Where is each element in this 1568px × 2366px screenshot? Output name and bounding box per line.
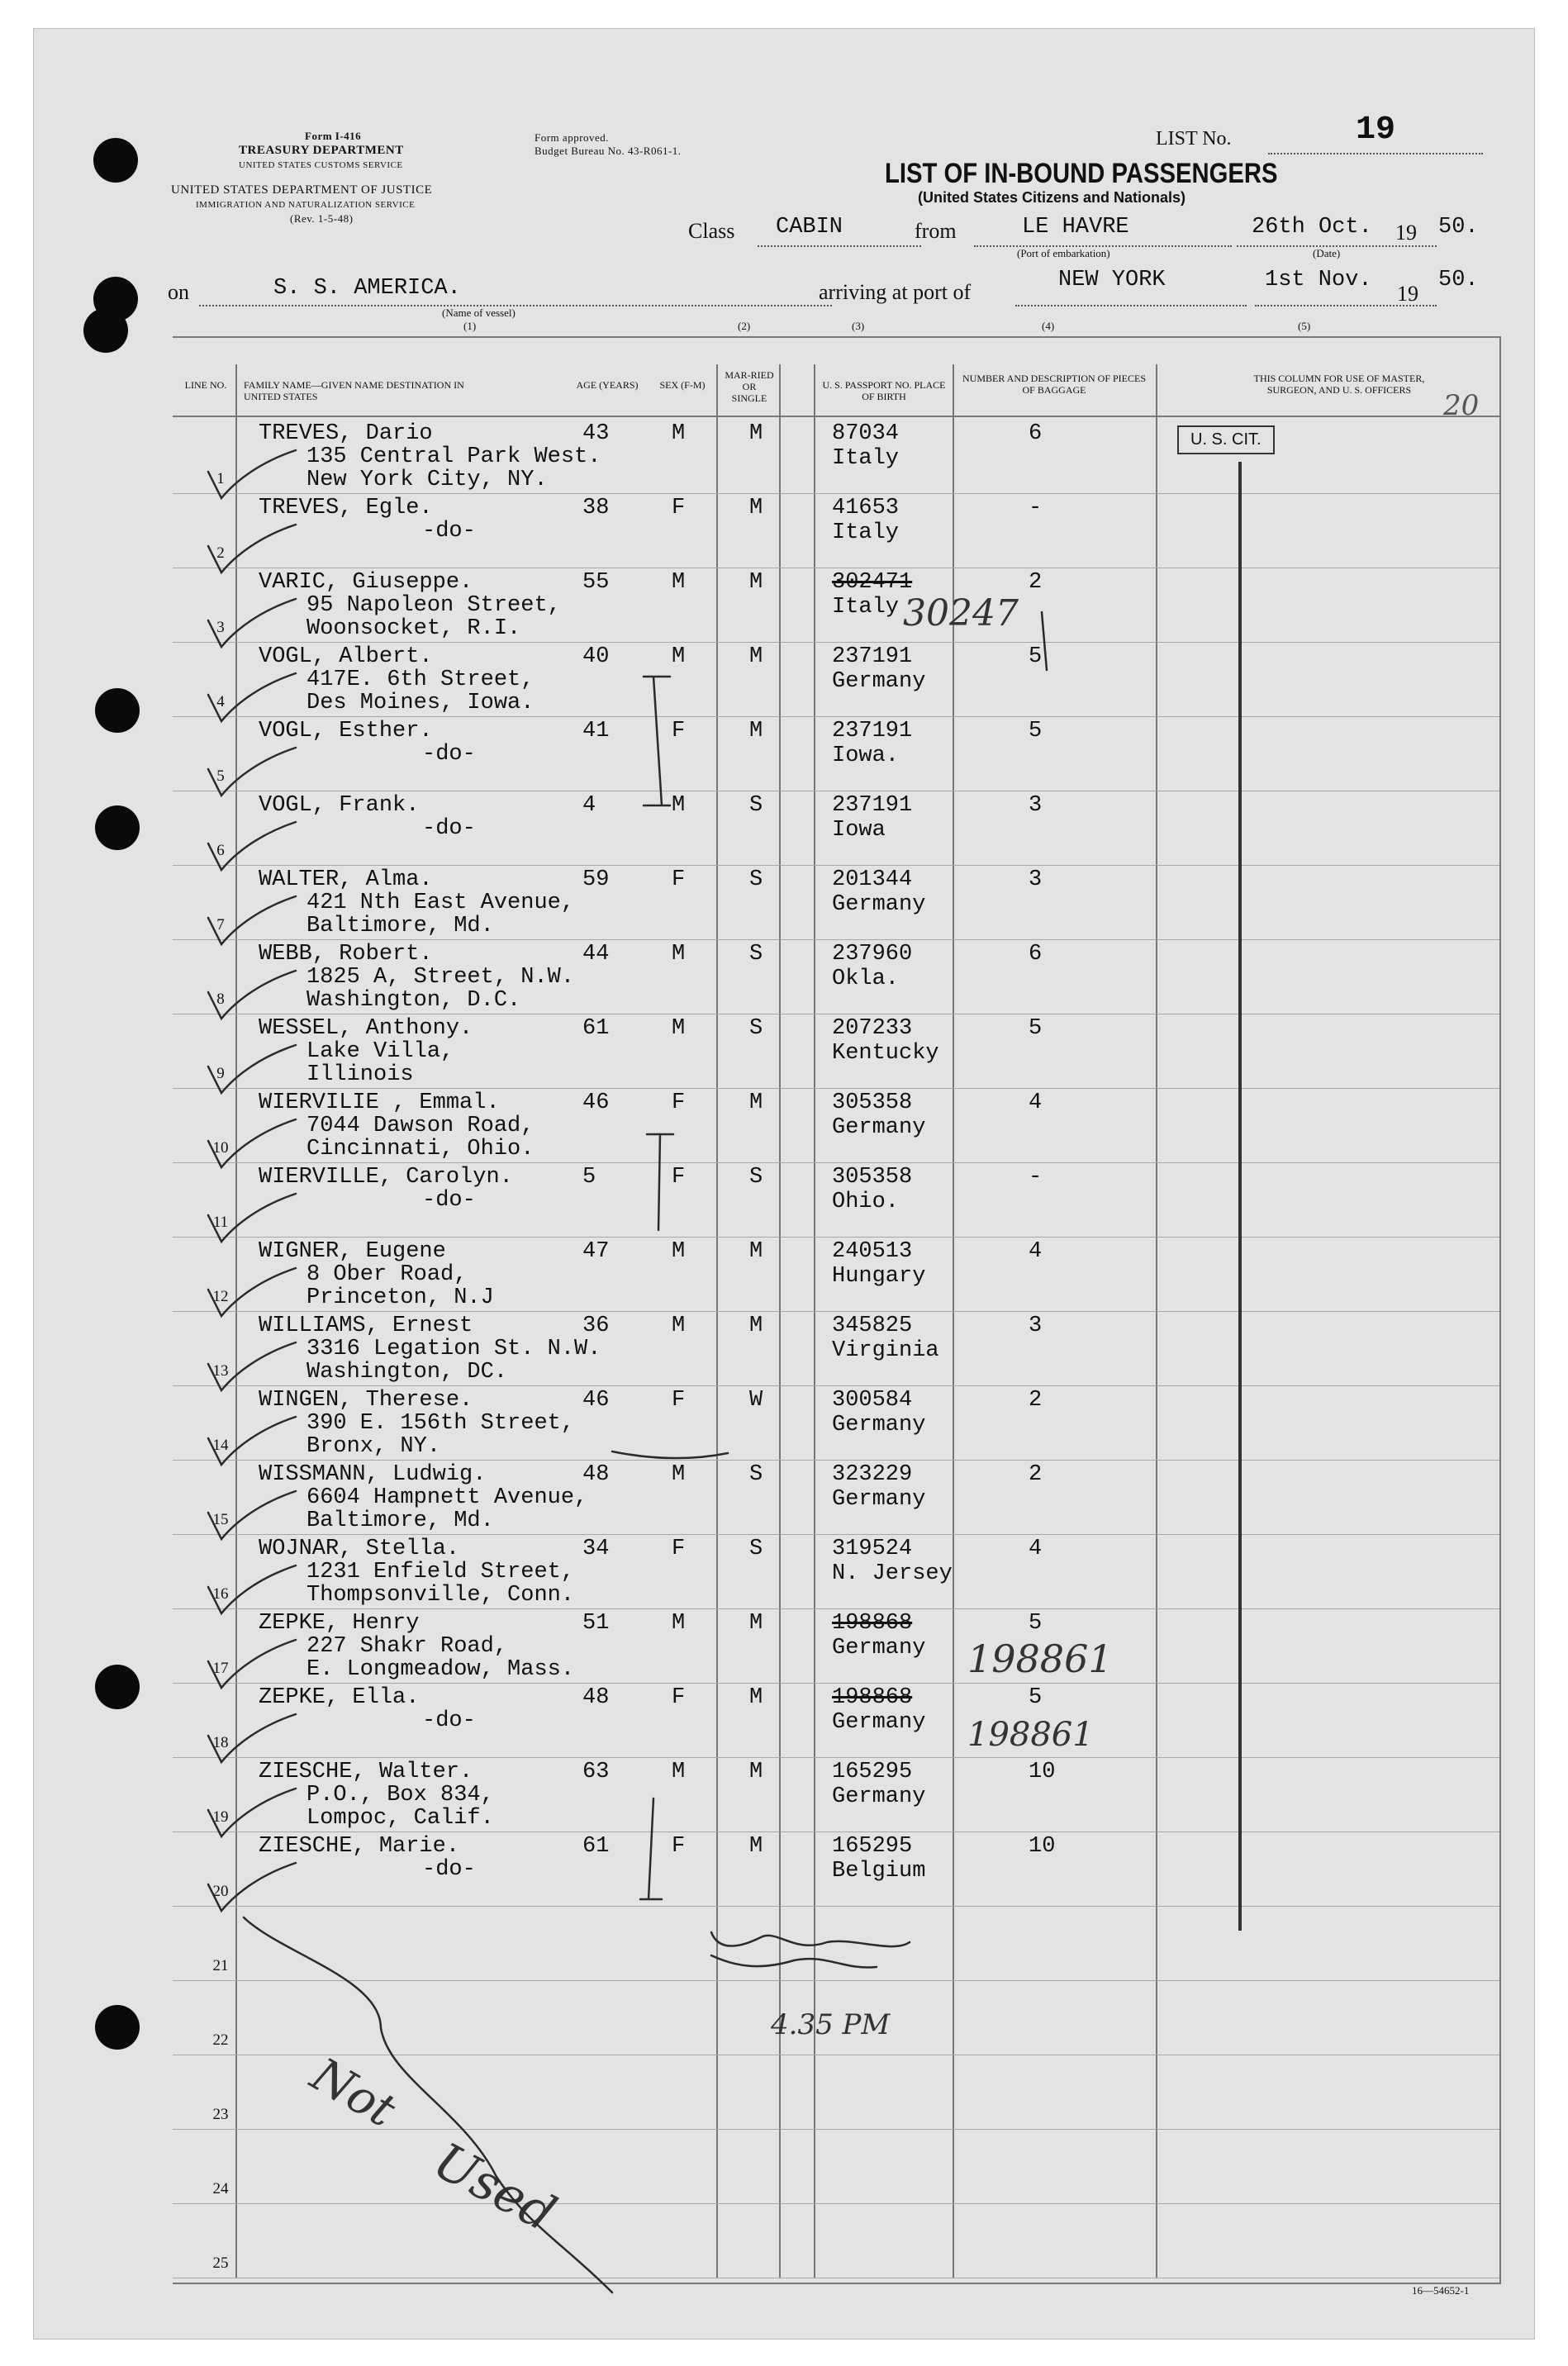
sex: M: [672, 1314, 686, 1338]
marital-status: W: [749, 1388, 763, 1413]
destination-line-1: Lake Villa,: [306, 1039, 454, 1064]
sex: M: [672, 1239, 686, 1264]
passenger-name: ZIESCHE, Walter.: [259, 1760, 473, 1784]
marital-status: M: [749, 496, 763, 520]
passenger-name: VOGL, Frank.: [259, 793, 420, 818]
destination-line-1: 227 Shakr Road,: [306, 1634, 508, 1659]
col-number-3: (3): [852, 320, 865, 332]
passenger-name: ZIESCHE, Marie.: [259, 1834, 460, 1859]
ins-service: IMMIGRATION AND NATURALIZATION SERVICE: [196, 200, 416, 210]
place-of-birth: Germany: [832, 1115, 926, 1140]
age: 48: [582, 1462, 610, 1487]
baggage-count: -: [1029, 1165, 1043, 1190]
treasury-department: TREASURY DEPARTMENT: [239, 144, 404, 157]
line-number: 20: [212, 1883, 229, 1900]
marital-status: S: [749, 1165, 763, 1190]
baggage-count: 10: [1029, 1760, 1056, 1784]
list-no-value: 19: [1356, 112, 1396, 149]
passport-number: 305358: [832, 1165, 913, 1190]
marital-status: M: [749, 644, 763, 669]
destination-line-1: 1231 Enfield Street,: [306, 1560, 575, 1584]
varic-passport-correction: 30247: [903, 592, 1019, 634]
place-of-birth: Germany: [832, 1784, 926, 1809]
passenger-name: VOGL, Esther.: [259, 719, 433, 744]
sex: M: [672, 1760, 686, 1784]
marital-status: S: [749, 1016, 763, 1041]
passport-number: 207233: [832, 1016, 913, 1041]
passenger-name: WISSMANN, Ludwig.: [259, 1462, 487, 1487]
passport-number: 165295: [832, 1760, 913, 1784]
line-number: 13: [212, 1362, 229, 1380]
age: 34: [582, 1537, 610, 1561]
destination-line-1: P.O., Box 834,: [306, 1783, 494, 1808]
marital-status: M: [749, 1685, 763, 1710]
list-no-label: LIST No.: [1156, 128, 1232, 150]
from-value: LE HAVRE: [1022, 215, 1129, 240]
depart-date: 26th Oct.: [1252, 215, 1372, 240]
line-number: 21: [212, 1957, 229, 1974]
class-label: Class: [688, 219, 735, 243]
passport-number: 41653: [832, 496, 900, 520]
baggage-count: -: [1029, 496, 1043, 520]
age: 36: [582, 1314, 610, 1338]
destination-line-2: New York City, NY.: [306, 468, 548, 492]
baggage-count: 3: [1029, 867, 1043, 892]
line-number: 23: [212, 2106, 229, 2123]
baggage-count: 4: [1029, 1239, 1043, 1264]
passenger-name: WOJNAR, Stella.: [259, 1537, 460, 1561]
place-of-birth: Italy: [832, 446, 900, 471]
place-of-birth: Italy: [832, 595, 900, 620]
vessel-name: S. S. AMERICA.: [273, 276, 461, 301]
line-number: 4: [216, 693, 225, 710]
marital-status: M: [749, 1314, 763, 1338]
col-header-sex: SEX (F-M): [659, 379, 706, 391]
destination-line-2: Baltimore, Md.: [306, 1508, 494, 1533]
class-value: CABIN: [776, 215, 843, 240]
destination-line-2: Woonsocket, R.I.: [306, 616, 521, 641]
baggage-count: 6: [1029, 421, 1043, 446]
age: 46: [582, 1388, 610, 1413]
passenger-name: ZEPKE, Ella.: [259, 1685, 420, 1710]
arrival-date: 1st Nov.: [1265, 268, 1372, 292]
zepke-passport-correction: 198861: [967, 1716, 1094, 1754]
destination-line-1: 421 Nth East Avenue,: [306, 891, 575, 915]
passenger-name: VOGL, Albert.: [259, 644, 433, 669]
line-number: 18: [212, 1734, 229, 1751]
line-number: 7: [216, 916, 225, 934]
marital-status: S: [749, 942, 763, 967]
footer-code: 16—54652-1: [1412, 2284, 1470, 2297]
passenger-name: WIGNER, Eugene: [259, 1239, 446, 1264]
sex: F: [672, 1165, 686, 1190]
place-of-birth: Germany: [832, 1413, 926, 1437]
place-of-birth: N. Jersey: [832, 1561, 953, 1586]
passenger-name: WIERVILLE, Carolyn.: [259, 1165, 513, 1190]
justice-department: UNITED STATES DEPARTMENT OF JUSTICE: [171, 183, 433, 197]
destination-line-1: -do-: [422, 1188, 476, 1213]
age: 46: [582, 1090, 610, 1115]
passenger-name: WESSEL, Anthony.: [259, 1016, 473, 1041]
sex: M: [672, 421, 686, 446]
page-title: LIST OF IN-BOUND PASSENGERS: [885, 158, 1278, 189]
arriving-label: arriving at port of: [819, 280, 972, 304]
passport-number: 323229: [832, 1462, 913, 1487]
date-caption: (Date): [1313, 247, 1341, 259]
line-number: 6: [216, 842, 225, 859]
baggage-count: 5: [1029, 1611, 1043, 1636]
destination-line-1: 417E. 6th Street,: [306, 668, 535, 692]
baggage-count: 2: [1029, 570, 1043, 595]
age: 61: [582, 1016, 610, 1041]
sex: M: [672, 1611, 686, 1636]
destination-line-1: -do-: [422, 742, 476, 767]
destination-line-1: -do-: [422, 1857, 476, 1882]
col-header-passport: U. S. PASSPORT NO. PLACE OF BIRTH: [822, 379, 946, 402]
marital-status: S: [749, 793, 763, 818]
destination-line-1: 95 Napoleon Street,: [306, 593, 561, 618]
marital-status: M: [749, 421, 763, 446]
line-number: 9: [216, 1065, 225, 1082]
passport-number: 198868: [832, 1685, 913, 1710]
passenger-name: TREVES, Egle.: [259, 496, 433, 520]
baggage-count: 3: [1029, 793, 1043, 818]
baggage-count: 5: [1029, 719, 1043, 744]
destination-line-2: Des Moines, Iowa.: [306, 691, 535, 715]
age: 55: [582, 570, 610, 595]
destination-line-2: Baltimore, Md.: [306, 914, 494, 938]
port-embark-caption: (Port of embarkation): [1017, 247, 1110, 259]
passport-number: 300584: [832, 1388, 913, 1413]
passport-number: 345825: [832, 1314, 913, 1338]
sex: F: [672, 867, 686, 892]
destination-line-1: 390 E. 156th Street,: [306, 1411, 575, 1436]
destination-line-1: -do-: [422, 816, 476, 841]
place-of-birth: Virginia: [832, 1338, 939, 1363]
destination-line-1: 7044 Dawson Road,: [306, 1114, 535, 1138]
col-header-line-no: LINE NO.: [184, 379, 227, 391]
col-number-5: (5): [1298, 320, 1311, 332]
destination-line-1: 1825 A, Street, N.W.: [306, 965, 575, 990]
destination-line-1: 135 Central Park West.: [306, 444, 601, 469]
passenger-name: WIERVILIE , Emmal.: [259, 1090, 500, 1115]
baggage-count: 5: [1029, 1016, 1043, 1041]
sex: M: [672, 644, 686, 669]
place-of-birth: Germany: [832, 1636, 926, 1660]
passenger-name: WALTER, Alma.: [259, 867, 433, 892]
on-label: on: [168, 280, 189, 304]
sex: M: [672, 1016, 686, 1041]
col-header-married: MAR-RIED OR SINGLE: [725, 369, 774, 404]
marital-status: M: [749, 1239, 763, 1264]
destination-line-2: Washington, DC.: [306, 1360, 508, 1385]
line-number: 10: [212, 1139, 229, 1157]
baggage-count: 4: [1029, 1090, 1043, 1115]
age: 40: [582, 644, 610, 669]
age: 38: [582, 496, 610, 520]
passport-number: 165295: [832, 1834, 913, 1859]
sex: F: [672, 1090, 686, 1115]
baggage-count: 10: [1029, 1834, 1056, 1859]
passenger-name: WILLIAMS, Ernest: [259, 1314, 473, 1338]
budget-bureau: Budget Bureau No. 43-R061-1.: [535, 145, 682, 157]
line-number: 15: [212, 1511, 229, 1528]
line-number: 16: [212, 1585, 229, 1603]
passport-number: 319524: [832, 1537, 913, 1561]
passport-number: 240513: [832, 1239, 913, 1264]
sex: M: [672, 793, 686, 818]
baggage-count: 6: [1029, 942, 1043, 967]
destination-line-2: Thompsonville, Conn.: [306, 1583, 575, 1608]
depart-year-prefix: 19: [1395, 221, 1417, 245]
sex: F: [672, 719, 686, 744]
col-number-2: (2): [738, 320, 751, 332]
us-cit-stamp: U. S. CIT.: [1177, 425, 1275, 454]
bottom-note-2: Used: [424, 2131, 565, 2244]
sex: M: [672, 942, 686, 967]
destination-line-2: Illinois: [306, 1062, 414, 1087]
place-of-birth: Ohio.: [832, 1190, 900, 1214]
passport-number: 237191: [832, 644, 913, 669]
line-number: 5: [216, 767, 225, 785]
destination-line-2: Washington, D.C.: [306, 988, 521, 1013]
place-of-birth: Belgium: [832, 1859, 926, 1884]
bottom-note-1: Not: [302, 2048, 405, 2138]
passport-number: 237960: [832, 942, 913, 967]
place-of-birth: Iowa: [832, 818, 886, 843]
sex: F: [672, 1685, 686, 1710]
page-subtitle: (United States Citizens and Nationals): [918, 189, 1186, 206]
baggage-count: 5: [1029, 644, 1043, 669]
passport-number: 201344: [832, 867, 913, 892]
passport-number: 87034: [832, 421, 900, 446]
passport-number: 237191: [832, 793, 913, 818]
place-of-birth: Italy: [832, 520, 900, 545]
age: 63: [582, 1760, 610, 1784]
line-number: 2: [216, 544, 225, 562]
customs-service: UNITED STATES CUSTOMS SERVICE: [239, 160, 403, 170]
sex: F: [672, 1834, 686, 1859]
age: 47: [582, 1239, 610, 1264]
destination-line-2: Bronx, NY.: [306, 1434, 441, 1459]
form-sheet: [33, 28, 1535, 2340]
passenger-name: VARIC, Giuseppe.: [259, 570, 473, 595]
baggage-count: 5: [1029, 1685, 1043, 1710]
age: 61: [582, 1834, 610, 1859]
age: 59: [582, 867, 610, 892]
destination-line-2: Lompoc, Calif.: [306, 1806, 494, 1831]
place-of-birth: Germany: [832, 669, 926, 694]
line-number: 1: [216, 470, 225, 487]
line-number: 25: [212, 2254, 229, 2272]
col-number-1: (1): [463, 320, 477, 332]
col-header-baggage: NUMBER AND DESCRIPTION OF PIECES OF BAGGAGE: [962, 373, 1147, 396]
destination-line-2: Cincinnati, Ohio.: [306, 1137, 535, 1162]
passport-number: 237191: [832, 719, 913, 744]
passport-number: 198868: [832, 1611, 913, 1636]
place-of-birth: Okla.: [832, 967, 900, 991]
destination-line-2: E. Longmeadow, Mass.: [306, 1657, 575, 1682]
place-of-birth: Kentucky: [832, 1041, 939, 1066]
col-header-name: FAMILY NAME—GIVEN NAME DESTINATION IN UNITED STATES: [244, 379, 464, 402]
age: 4: [582, 793, 596, 818]
form-approved: Form approved.: [535, 131, 610, 144]
passenger-name: WEBB, Robert.: [259, 942, 433, 967]
marital-status: M: [749, 1090, 763, 1115]
line-number: 17: [212, 1660, 229, 1677]
place-of-birth: Hungary: [832, 1264, 926, 1289]
place-of-birth: Germany: [832, 1710, 926, 1735]
marital-status: M: [749, 1760, 763, 1784]
sex: F: [672, 496, 686, 520]
col-header-officers: THIS COLUMN FOR USE OF MASTER, SURGEON, AND U. S. OFFICERS: [1253, 373, 1425, 396]
destination-line-2: Princeton, N.J: [306, 1285, 494, 1310]
marital-status: M: [749, 1611, 763, 1636]
pen-marks: [34, 29, 1534, 2339]
line-number: 14: [212, 1437, 229, 1454]
sex: M: [672, 1462, 686, 1487]
destination-line-1: -do-: [422, 1708, 476, 1733]
passport-number: 305358: [832, 1090, 913, 1115]
place-of-birth: Iowa.: [832, 744, 900, 768]
from-label: from: [915, 219, 957, 243]
destination-line-1: -do-: [422, 519, 476, 544]
age: 41: [582, 719, 610, 744]
baggage-count: 2: [1029, 1462, 1043, 1487]
line-number: 22: [212, 2031, 229, 2049]
age: 48: [582, 1685, 610, 1710]
line-number: 12: [212, 1288, 229, 1305]
arrival-year: 50.: [1438, 268, 1479, 292]
line-number: 19: [212, 1808, 229, 1826]
arrival-year-prefix: 19: [1397, 282, 1418, 306]
baggage-count: 3: [1029, 1314, 1043, 1338]
age: 44: [582, 942, 610, 967]
line-number: 11: [212, 1214, 229, 1231]
marital-status: S: [749, 1537, 763, 1561]
passenger-name: ZEPKE, Henry: [259, 1611, 420, 1636]
page-mark: 20: [1443, 389, 1480, 422]
passport-number: 302471: [832, 570, 913, 595]
col-header-age: AGE (YEARS): [576, 379, 639, 391]
destination-line-1: 6604 Hampnett Avenue,: [306, 1485, 588, 1510]
destination-line-1: 8 Ober Road,: [306, 1262, 468, 1287]
zepke-passport-correction: 198861: [967, 1637, 1113, 1681]
sex: F: [672, 1388, 686, 1413]
place-of-birth: Germany: [832, 1487, 926, 1512]
passenger-name: WINGEN, Therese.: [259, 1388, 473, 1413]
marital-status: S: [749, 867, 763, 892]
time-note: 4.35 PM: [771, 2008, 891, 2041]
vessel-caption: (Name of vessel): [442, 306, 516, 319]
marital-status: M: [749, 719, 763, 744]
line-number: 3: [216, 619, 225, 636]
marital-status: M: [749, 1834, 763, 1859]
baggage-count: 4: [1029, 1537, 1043, 1561]
form-number: Form I-416: [305, 130, 362, 142]
col-number-4: (4): [1042, 320, 1055, 332]
line-number: 24: [212, 2180, 229, 2197]
sex: M: [672, 570, 686, 595]
sex: F: [672, 1537, 686, 1561]
destination-line-1: 3316 Legation St. N.W.: [306, 1337, 601, 1361]
marital-status: M: [749, 570, 763, 595]
age: 5: [582, 1165, 596, 1190]
place-of-birth: Germany: [832, 892, 926, 917]
age: 43: [582, 421, 610, 446]
depart-year: 50.: [1438, 215, 1479, 240]
arrival-port: NEW YORK: [1058, 268, 1166, 292]
marital-status: S: [749, 1462, 763, 1487]
line-number: 8: [216, 991, 225, 1008]
age: 51: [582, 1611, 610, 1636]
form-revision: (Rev. 1-5-48): [290, 212, 354, 225]
passenger-name: TREVES, Dario: [259, 421, 433, 446]
baggage-count: 2: [1029, 1388, 1043, 1413]
